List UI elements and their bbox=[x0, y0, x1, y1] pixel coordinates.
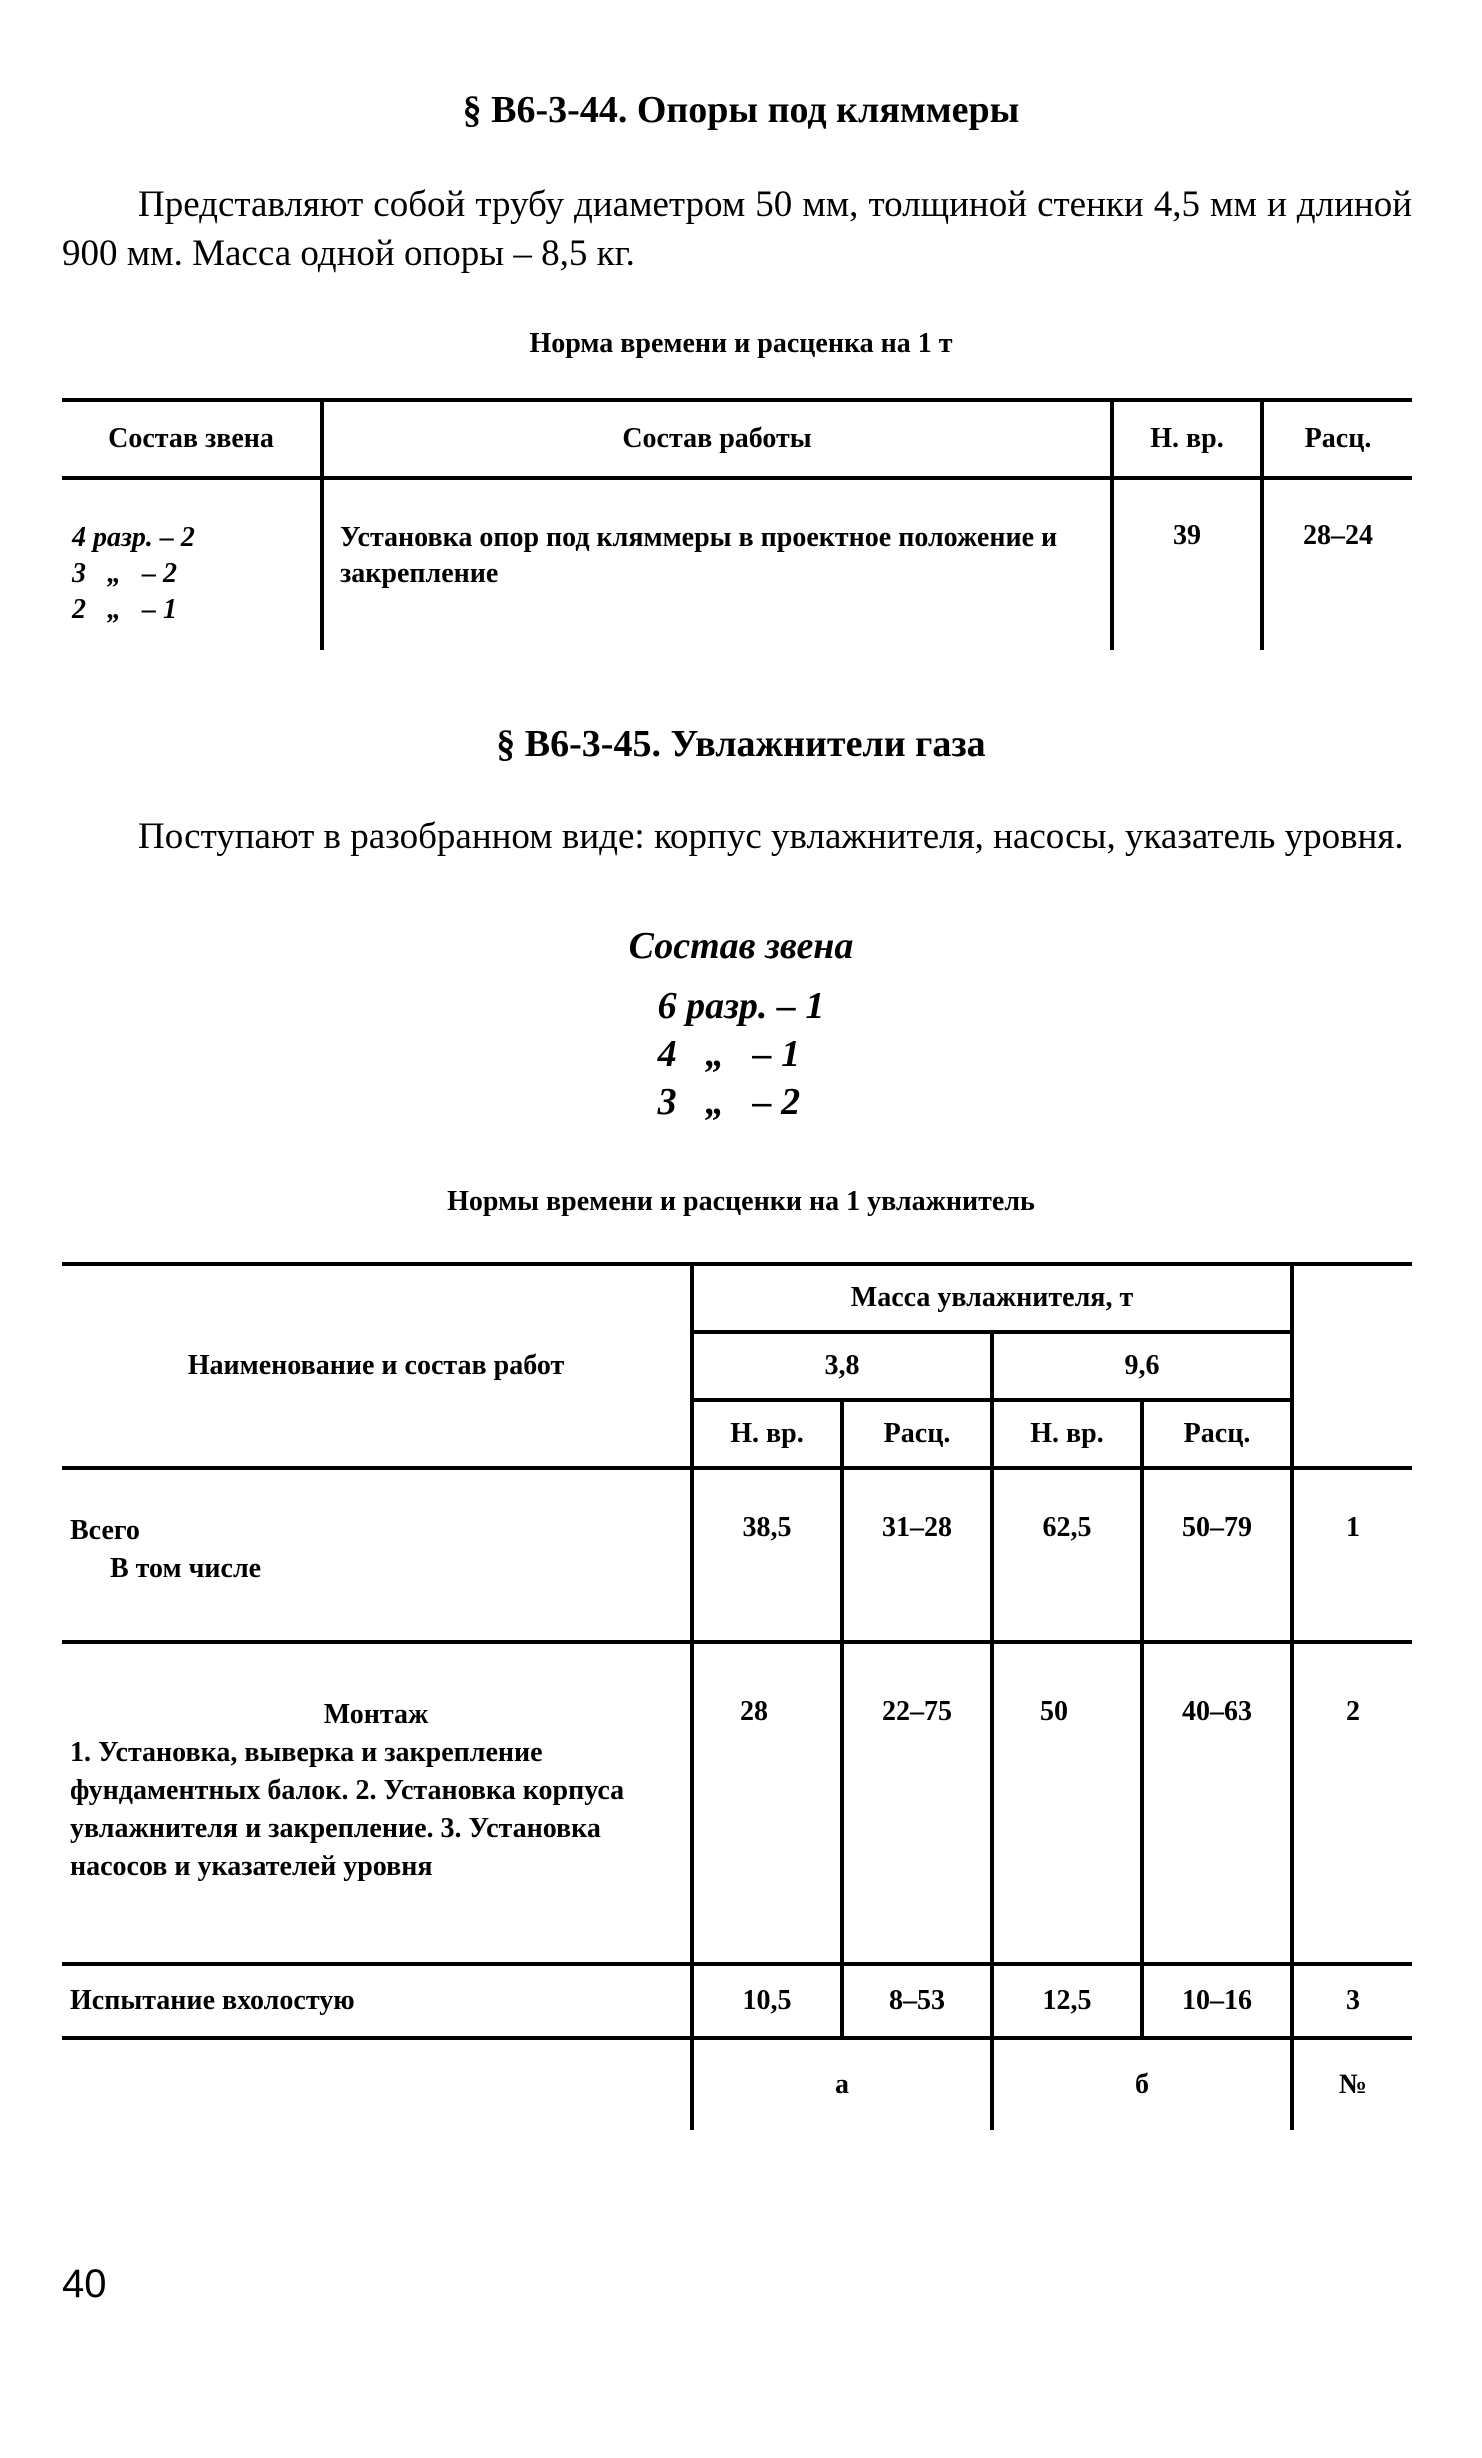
table1-header-work: Состав работы bbox=[322, 400, 1112, 478]
table2-footer-col-b: б bbox=[992, 2038, 1292, 2130]
section2-paragraph bbox=[62, 812, 1412, 861]
table2-row-number: 1 bbox=[1292, 1468, 1412, 1642]
table2-row3-name bbox=[62, 1964, 692, 2038]
table1-work-cell: Установка опор под кляммеры в проектное положение и закрепление bbox=[322, 478, 1112, 650]
table2-footer-empty bbox=[62, 2038, 692, 2130]
table2-cell: 38,5 bbox=[692, 1468, 842, 1642]
table2-cell: 10–16 bbox=[1142, 1964, 1292, 2038]
table2-header-mass: Масса увлажнителя, т bbox=[692, 1264, 1292, 1332]
crew-line: 6 разр. – 1 bbox=[657, 985, 825, 1027]
table2-row-number: 2 bbox=[1292, 1642, 1412, 1964]
table1-header-norm: Н. вр. bbox=[1112, 400, 1262, 478]
section-title-2: § В6-3-45. Увлажнители газа bbox=[496, 723, 986, 765]
table2-mass-value-a: 3,8 bbox=[692, 1332, 992, 1400]
table2-cell: 12,5 bbox=[992, 1964, 1142, 2038]
table-row bbox=[62, 1642, 1412, 1964]
row-name-main: Всего bbox=[70, 1515, 140, 1546]
table2-footer-row bbox=[62, 2038, 1412, 2130]
table2-subheader-norm-b: Н. вр. bbox=[992, 1400, 1142, 1468]
table2-header-row-1 bbox=[62, 1264, 1412, 1332]
row-name-main: Испытание вхолостую bbox=[70, 1985, 355, 2016]
table2-header-empty bbox=[1292, 1264, 1412, 1468]
table2-subheader-rate-a: Расц. bbox=[842, 1400, 992, 1468]
table2-header-name: Наименование и состав работ bbox=[62, 1264, 692, 1468]
table2-cell: 40–63 bbox=[1142, 1642, 1292, 1964]
table1-norm-cell: 39 bbox=[1112, 478, 1262, 650]
section2-text: Поступают в разобранном виде: корпус увлажнителя, насосы, указатель уровня. bbox=[138, 816, 1404, 857]
table-2 bbox=[62, 1262, 1412, 2130]
crew-composition bbox=[0, 922, 1482, 1126]
table2-row1-name bbox=[62, 1468, 692, 1642]
table2-mass-value-b: 9,6 bbox=[992, 1332, 1292, 1400]
table2-row2-name bbox=[62, 1642, 692, 1964]
table1-caption: Норма времени и расценка на 1 т bbox=[529, 328, 953, 359]
section-title-1: § В6-3-44. Опоры под кляммеры bbox=[462, 89, 1020, 131]
table-1 bbox=[62, 398, 1412, 650]
section1-text: Представляют собой трубу диаметром 50 мм, толщиной стенки 4,5 мм и длиной 900 мм. Масса одной опоры – 8,5 кг. bbox=[62, 184, 1412, 274]
table2-cell: 31–28 bbox=[842, 1468, 992, 1642]
table2-subheader-rate-b: Расц. bbox=[1142, 1400, 1292, 1468]
table1-rate-cell: 28–24 bbox=[1303, 520, 1373, 551]
table-row bbox=[62, 1468, 1412, 1642]
table1-header-rate: Расц. bbox=[1262, 400, 1412, 478]
table2-cell: 50–79 bbox=[1142, 1468, 1292, 1642]
crew-line: 3 „ – 2 bbox=[657, 1081, 801, 1123]
page-number: 40 bbox=[62, 2262, 107, 2306]
table2-cell: 10,5 bbox=[692, 1964, 842, 2038]
crew-lines bbox=[658, 982, 825, 1126]
table-row bbox=[62, 478, 1412, 650]
table-row bbox=[62, 1964, 1412, 2038]
table2-caption: Нормы времени и расценки на 1 увлажнитель bbox=[447, 1186, 1035, 1217]
row-name-main: Монтаж bbox=[323, 1699, 429, 1730]
section1-paragraph bbox=[62, 180, 1412, 278]
table2-cell: 28 bbox=[692, 1642, 842, 1964]
table2-footer-col-no: № bbox=[1338, 2069, 1368, 2100]
table2-cell: 22–75 bbox=[842, 1642, 992, 1964]
table2-cell: 62,5 bbox=[992, 1468, 1142, 1642]
row-name-sub: 1. Установка, выверка и закрепление фундаментных балок. 2. Установка корпуса увлажнителя и закрепление. 3. Установка насосов и указателей уровня bbox=[70, 1737, 625, 1882]
crew-title: Состав звена bbox=[628, 925, 854, 967]
table2-footer-col-a: а bbox=[692, 2038, 992, 2130]
row-name-sub: В том числе bbox=[110, 1553, 262, 1584]
table1-header-crew: Состав звена bbox=[62, 400, 322, 478]
table2-cell: 8–53 bbox=[842, 1964, 992, 2038]
crew-line: 4 „ – 1 bbox=[657, 1033, 801, 1075]
table1-header-row bbox=[62, 400, 1412, 478]
table2-subheader-norm-a: Н. вр. bbox=[692, 1400, 842, 1468]
table1-crew-cell: 4 разр. – 2 3 „ – 2 2 „ – 1 bbox=[62, 478, 322, 650]
table2-row-number: 3 bbox=[1292, 1964, 1412, 2038]
table2-cell: 50 bbox=[992, 1642, 1142, 1964]
